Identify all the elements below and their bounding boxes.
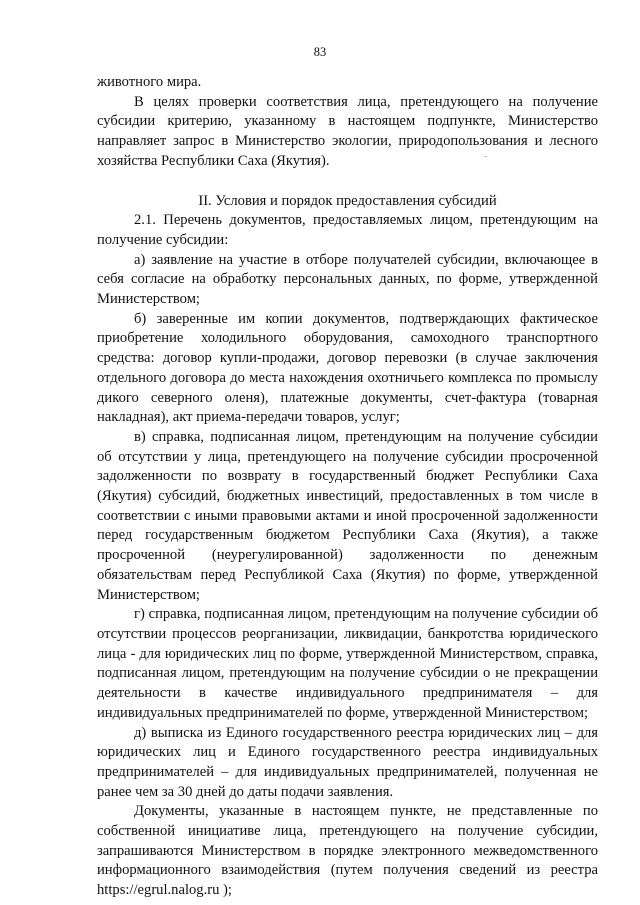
paragraph-interagency-request: Документы, указанные в настоящем пункте, не представленные по собственной инициативе лица, претендующего на получение субсидии, запрашиваются Министерством в порядке электронного межведомственного информационного взаимодействия (путем получения сведений из реестра https://egrul.nalog.ru ); (97, 803, 598, 899)
list-item-v: в) справка, подписанная лицом, претендующим на получение субсидии об отсутствии у лица, претендующего на получение субсидии просроченной задолженности по возврату в государственный бюджет Республики Саха (Якутия) субсидий, бюджетных инвестиций, предоставленных в том числе в соответствии с иными правовыми актами и иной просроченной задолженности перед государственным бюджетом Республики Саха (Якутия), а также просроченной (неурегулированной) задолженности по денежным обязательствам перед Республикой Саха (Якутия) по форме, утвержденной Министерством; (97, 428, 598, 603)
list-item-g: г) справка, подписанная лицом, претендующим на получение субсидии об отсутствии процессов реорганизации, ликвидации, банкротства юридического лица - для юридических лиц по форме, утвержденной Министерством, справка, подписанная лицом, претендующим на получение субсидии о не прекращении деятельности в качестве индивидуального предпринимателя – для индивидуальных предпринимателей по форме, утвержденной Министерством; (97, 606, 598, 721)
paragraph-documents-list: 2.1. Перечень документов, предоставляемых лицом, претендующим на получение субсидии: (97, 212, 598, 248)
section-heading: II. Условия и порядок предоставления субсидий (198, 192, 497, 209)
document-body (97, 73, 598, 901)
paragraph-verification: В целях проверки соответствия лица, претендующего на получение субсидии критерию, указанному в настоящем подпункте, Министерство направляет запрос в Министерство экологии, природопользования и лесного хозяйства Республики Саха (Якутия). (97, 93, 598, 169)
page-number: 83 (313, 45, 327, 59)
list-item-a: а) заявление на участие в отборе получателей субсидии, включающее в себя согласие на обработку персональных данных, по форме, утвержденной Министерством; (97, 251, 598, 308)
paragraph-continuation: животного мира. (97, 74, 202, 90)
list-item-b: б) заверенные им копии документов, подтверждающих фактическое приобретение холодильного оборудования, самоходного транспортного средства: договор купли-продажи, договор перевозки (в случае заключения отдельного договора до места нахождения охотничьего комплекса по промыслу дикого северного оленя), платежные документы, счет-фактура (товарная накладная), акт приема-передачи товаров, услуг; (97, 310, 598, 426)
list-item-d: д) выписка из Единого государственного реестра юридических лиц – для юридических лиц и Единого государственного реестра индивидуальных предпринимателей – для индивидуальных предпринимателей, полученная не ранее чем за 30 дней до даты подачи заявления. (97, 724, 598, 800)
